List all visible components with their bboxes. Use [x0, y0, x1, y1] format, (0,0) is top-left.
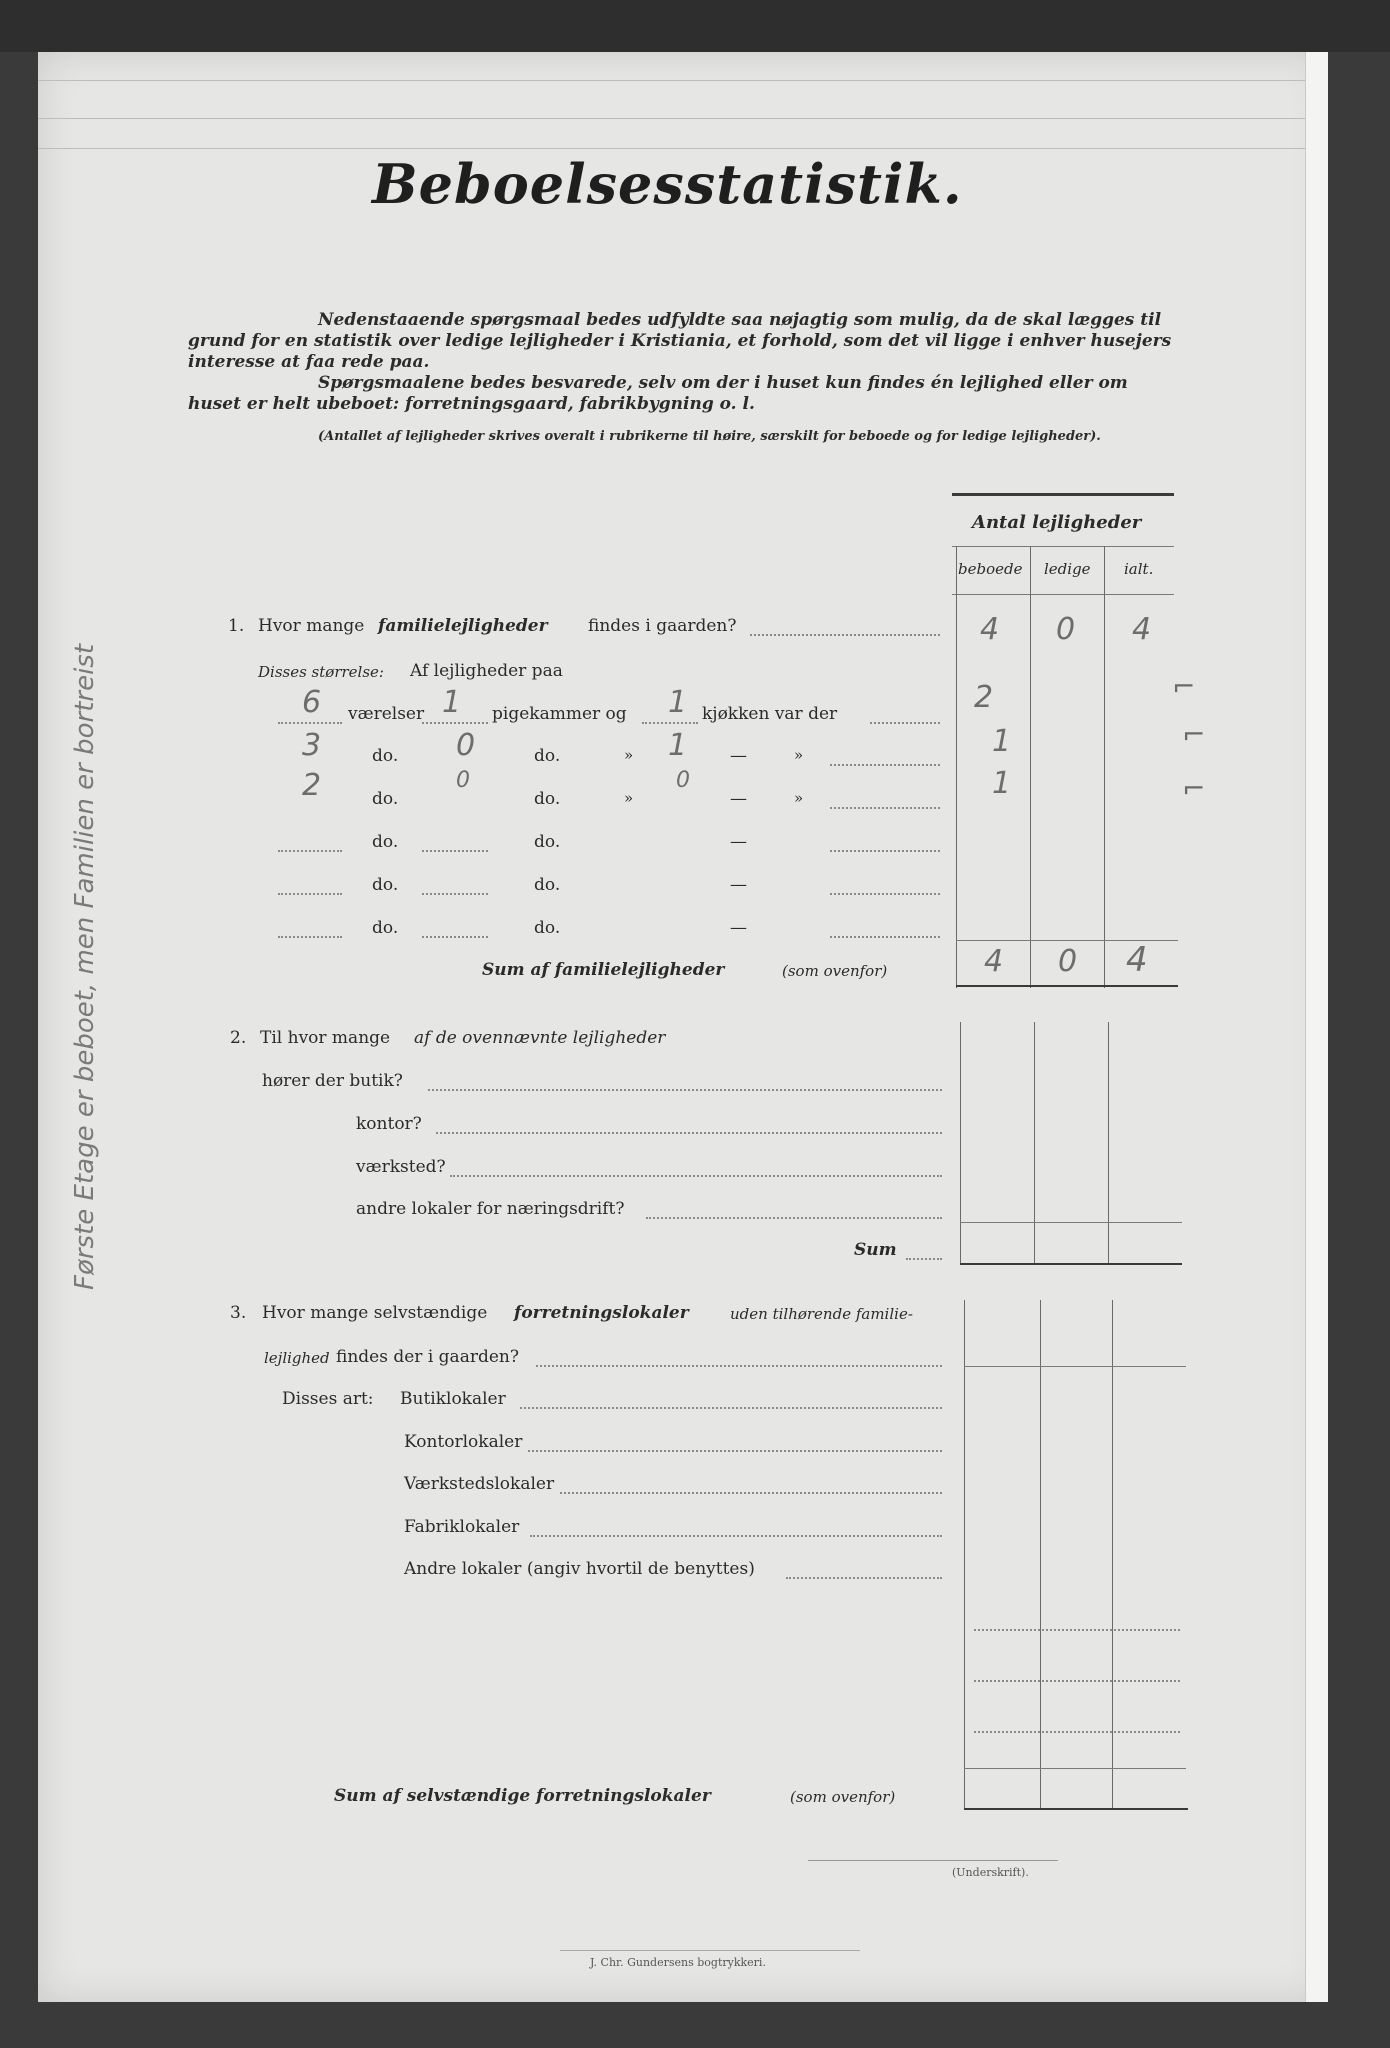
size-row-6-do-1: do. [372, 918, 399, 938]
q3-text-a: Hvor mange selvstændige [262, 1303, 488, 1323]
size-row-4-do-1: do. [372, 832, 399, 852]
size-row-1-pigekammer-label: pigekammer og [492, 704, 627, 724]
size-row-6-do-2: do. [534, 918, 561, 938]
q1-number: 1. [228, 616, 245, 636]
col-header-ialt: ialt. [1124, 560, 1154, 578]
intro-paragraph-1: Nedenstaaende spørgsmaal bedes udfyldte saa nøjagtig som mulig, da de skal lægges til grund for en statistik over ledige lejligheder i Kristiania, et forhold, som det vil ligge i enhver husejers interesse at faa rede paa. [188, 310, 1172, 372]
size-row-1-pigekammer-value: 1 [442, 685, 462, 720]
q3-text-d: lejlighed [264, 1349, 330, 1367]
tick-mark-1: ⌐ [1172, 670, 1196, 703]
q1-sum-ledige: 0 [1058, 944, 1078, 979]
q1-sizes-intro: Af lejligheder paa [410, 661, 563, 681]
size-row-5-do-2: do. [534, 875, 561, 895]
q3-item-fabriklokaler: Fabriklokaler [404, 1517, 520, 1537]
table-header-main: Antal lejligheder [972, 512, 1142, 533]
q1-text-a: Hvor mange [258, 616, 365, 636]
paper-edge [1305, 52, 1328, 2002]
q2-vaerksted: værksted? [356, 1157, 446, 1177]
q3-item-butiklokaler: Butiklokaler [400, 1389, 506, 1409]
form-title: Beboelsesstatistik. [372, 152, 963, 216]
q1-sum-ialt: 4 [1126, 940, 1148, 980]
size-row-6-dash: — [730, 918, 747, 938]
size-row-3-do-1: do. [372, 789, 399, 809]
size-row-1-vaerelser-label: værelser [348, 704, 425, 724]
size-row-1-vaerelser-value: 6 [302, 685, 322, 720]
q1-answer-ialt: 4 [1132, 612, 1152, 647]
scanner-frame [0, 0, 1390, 52]
size-row-4-dash: — [730, 832, 747, 852]
intro-paragraph-3: (Antallet af lejligheder skrives overalt i rubrikerne til høire, særskilt for beboede og for ledige lejligheder). [318, 429, 1101, 444]
q3-text-b: forretningslokaler [514, 1303, 689, 1323]
size-row-3-pigekammer-value: 0 [456, 768, 470, 793]
q3-item-vaerkstedslokaler: Værkstedslokaler [404, 1474, 555, 1494]
q1-text-b: familielejligheder [378, 616, 548, 636]
tick-mark-3: ⌐ [1182, 772, 1206, 805]
q2-butik: hører der butik? [262, 1071, 403, 1091]
size-row-3-beboede: 1 [992, 766, 1012, 801]
size-row-2-do-2: do. [534, 746, 561, 766]
q3-sum-note: (som ovenfor) [790, 1788, 896, 1806]
size-row-3-kjokken-value: 0 [676, 768, 690, 793]
size-row-3-do-2: do. [534, 789, 561, 809]
q1-sum-beboede: 4 [984, 944, 1004, 979]
size-row-1-kjokken-label: kjøkken var der [702, 704, 838, 724]
q2-andre: andre lokaler for næringsdrift? [356, 1199, 625, 1219]
size-row-4-do-2: do. [534, 832, 561, 852]
q1-sum-note: (som ovenfor) [782, 962, 888, 980]
size-row-1-kjokken-value: 1 [668, 685, 688, 720]
q3-item-andre-lokaler: Andre lokaler (angiv hvortil de benyttes) [404, 1559, 755, 1579]
intro-paragraph-2: Spørgsmaalene bedes besvarede, selv om der i huset kun findes én lejlighed eller om huset er helt ubeboet: forretningsgaard, fabrikbygning o. l. [188, 373, 1128, 414]
size-row-3-quote-2: » [794, 789, 804, 807]
size-row-2-dash: — [730, 746, 747, 766]
signature-label: (Underskrift). [952, 1866, 1029, 1879]
size-row-2-quote-1: » [624, 746, 634, 764]
margin-handwritten-note: Første Etage er beboet, men Familien er bortreist [70, 643, 100, 1290]
q3-text-e: findes der i gaarden? [336, 1347, 519, 1367]
size-row-3-vaerelser-value: 2 [302, 768, 322, 803]
col-header-ledige: ledige [1044, 560, 1091, 578]
q2-sum: Sum [854, 1240, 897, 1260]
size-row-2-do-1: do. [372, 746, 399, 766]
q3-item-kontorlokaler: Kontorlokaler [404, 1432, 523, 1452]
q2-number: 2. [230, 1028, 247, 1048]
q2-text-a: Til hvor mange [260, 1028, 391, 1048]
size-row-2-quote-2: » [794, 746, 804, 764]
size-row-5-do-1: do. [372, 875, 399, 895]
q2-kontor: kontor? [356, 1114, 422, 1134]
tick-mark-2: ⌐ [1182, 718, 1206, 751]
size-row-5-dash: — [730, 875, 747, 895]
size-row-2-kjokken-value: 1 [668, 728, 688, 763]
size-row-3-dash: — [730, 789, 747, 809]
q3-art-label: Disses art: [282, 1389, 374, 1409]
q1-sum-label: Sum af familielejligheder [482, 960, 725, 980]
q3-number: 3. [230, 1303, 247, 1323]
q1-sizes-label: Disses størrelse: [258, 663, 384, 681]
size-row-3-quote-1: » [624, 789, 634, 807]
col-header-beboede: beboede [958, 560, 1023, 578]
q1-answer-ledige: 0 [1056, 612, 1076, 647]
size-row-2-vaerelser-value: 3 [302, 728, 322, 763]
q3-sum-label: Sum af selvstændige forretningslokaler [334, 1786, 711, 1806]
q1-answer-beboede: 4 [980, 612, 1000, 647]
size-row-2-beboede: 1 [992, 724, 1012, 759]
q2-text-b: af de ovennævnte lejligheder [414, 1028, 666, 1048]
printer-imprint: J. Chr. Gundersens bogtrykkeri. [590, 1956, 766, 1969]
size-row-1-beboede: 2 [974, 680, 994, 715]
size-row-2-pigekammer-value: 0 [456, 728, 476, 763]
q1-text-c: findes i gaarden? [588, 616, 737, 636]
q3-text-c: uden tilhørende familie- [730, 1305, 913, 1323]
